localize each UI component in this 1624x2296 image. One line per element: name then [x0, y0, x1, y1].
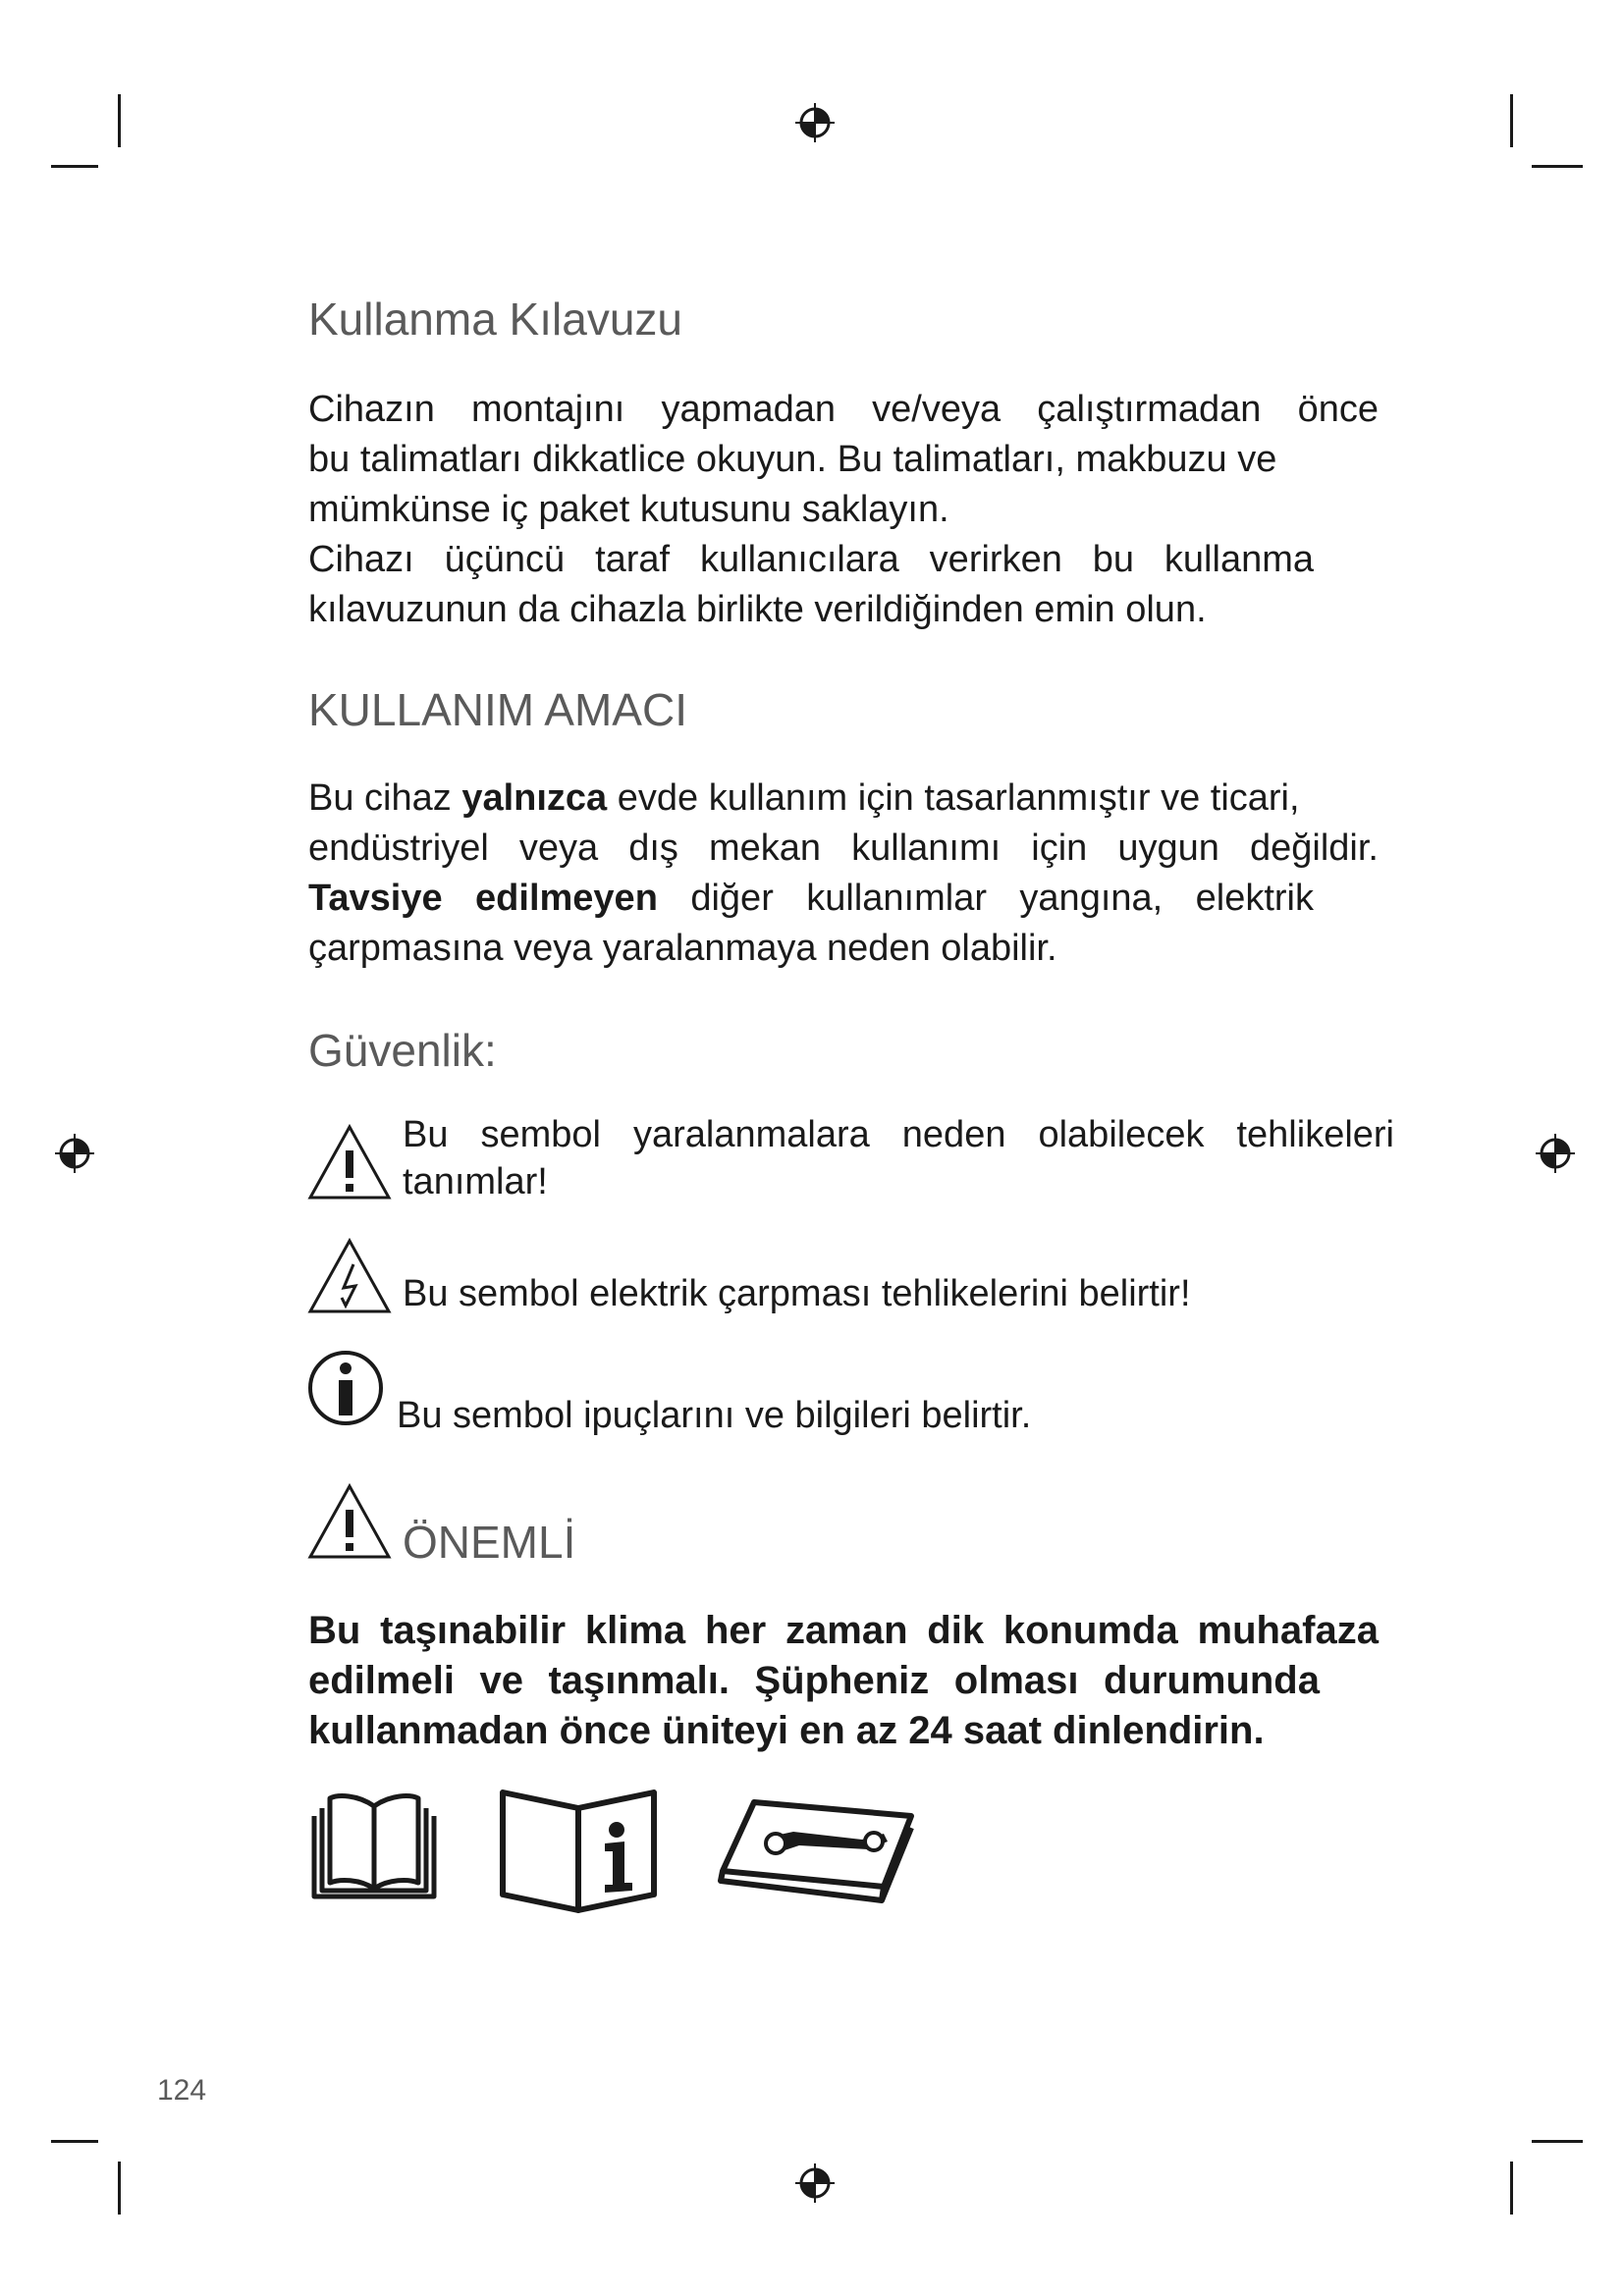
warning-symbol-text: Bu sembol yaralanmalara neden olabilecek tehlikeleri tanımlar! — [403, 1114, 1394, 1202]
warning-triangle-icon — [306, 1482, 393, 1561]
intro-line: bu talimatları dikkatlice okuyun. Bu talimatları, makbuzu ve — [308, 439, 1277, 480]
electric-shock-warning-icon — [306, 1237, 393, 1315]
registration-mark-icon — [793, 2162, 837, 2205]
section-title-manual: Kullanma Kılavuzu — [308, 294, 682, 345]
information-book-icon — [497, 1789, 660, 1914]
service-manual-icon — [715, 1792, 923, 1910]
registration-mark-icon — [1534, 1132, 1577, 1175]
emphasis-text: yalnızca — [461, 777, 608, 819]
important-line: edilmeli ve taşınmalı. Şüpheniz olması durumunda — [308, 1659, 1320, 1702]
usage-line: Tavsiye edilmeyen diğer kullanımlar yangına, elektrik — [308, 878, 1315, 919]
page-number: 124 — [157, 2074, 207, 2107]
usage-line: çarpmasına veya yaralanmaya neden olabilir. — [308, 928, 1057, 969]
section-title-usage: KULLANIM AMACI — [308, 684, 687, 735]
intro-paragraph — [308, 385, 1379, 635]
intro-line: Cihazı üçüncü taraf kullanıcılara verirken bu kullanma — [308, 539, 1314, 580]
emphasis-text: Tavsiye edilmeyen — [308, 878, 658, 919]
intro-line: Cihazın montajını yapmadan ve/veya çalıştırmadan önce — [308, 389, 1379, 430]
electric-symbol-text: Bu sembol elektrik çarpması tehlikelerini belirtir! — [403, 1273, 1191, 1314]
section-title-safety: Güvenlik: — [308, 1025, 497, 1076]
usage-line: endüstriyel veya dış mekan kullanımı için uygun değildir. — [308, 828, 1379, 869]
read-manual-icon — [308, 1789, 440, 1900]
registration-mark-icon — [793, 101, 837, 144]
usage-paragraph — [308, 774, 1379, 974]
registration-mark-icon — [53, 1132, 96, 1175]
intro-line: kılavuzunun da cihazla birlikte verildiğinden emin olun. — [308, 589, 1207, 630]
warning-triangle-icon — [306, 1123, 393, 1201]
important-line: kullanmadan önce üniteyi en az 24 saat dinlendirin. — [308, 1709, 1265, 1752]
info-symbol-text: Bu sembol ipuçlarını ve bilgileri belirtir. — [397, 1395, 1032, 1436]
information-icon — [306, 1349, 385, 1427]
section-title-important: ÖNEMLİ — [403, 1517, 576, 1568]
important-line: Bu taşınabilir klima her zaman dik konumda muhafaza — [308, 1609, 1379, 1652]
important-paragraph — [308, 1606, 1379, 1756]
intro-line: mümkünse iç paket kutusunu saklayın. — [308, 489, 949, 530]
usage-line: Bu cihaz yalnızca evde kullanım için tasarlanmıştır ve ticari, — [308, 777, 1300, 819]
